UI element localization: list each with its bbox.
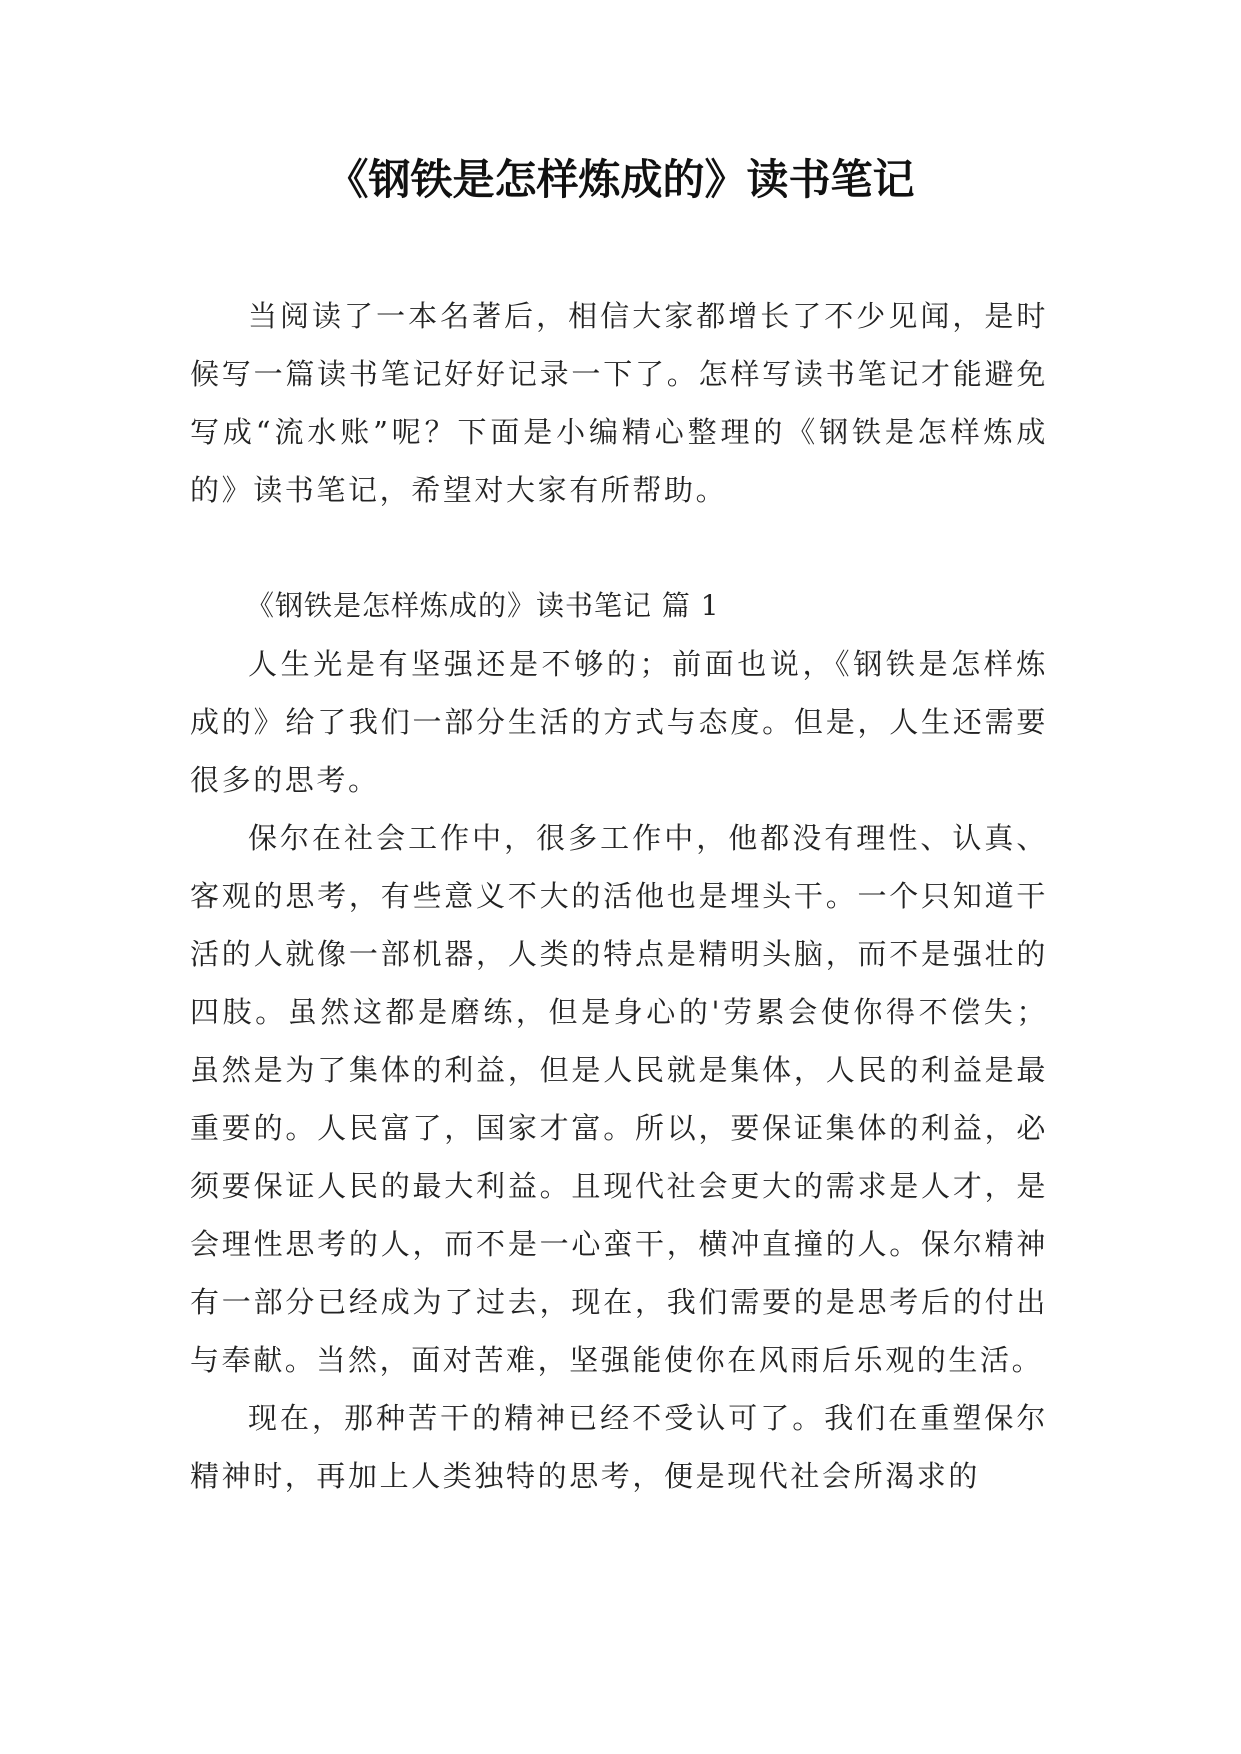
body-paragraph-3: 现在，那种苦干的精神已经不受认可了。我们在重塑保尔精神时，再加上人类独特的思考，便是现代社会所渴求的 <box>190 1401 1048 1493</box>
section-heading: 《钢铁是怎样炼成的》读书笔记 篇 1 <box>246 589 720 622</box>
body-paragraph-2: 保尔在社会工作中，很多工作中，他都没有理性、认真、客观的思考，有些意义不大的活他也是埋头干。一个只知道干活的人就像一部机器，人类的特点是精明头脑，而不是强壮的四肢。虽然这都是磨练，但是身心的'劳累会使你得不偿失；虽然是为了集体的利益，但是人民就是集体，人民的利益是最重要的。人民富了，国家才富。所以，要保证集体的利益，必须要保证人民的最大利益。且现代社会更大的需求是人才，是会理性思考的人，而不是一心蛮干，横冲直撞的人。保尔精神有一部分已经成为了过去，现在，我们需要的是思考后的付出与奉献。当然，面对苦难，坚强能使你在风雨后乐观的生活。 <box>190 821 1048 1377</box>
document-title: 《钢铁是怎样炼成的》读书笔记 <box>326 155 915 204</box>
intro-paragraph: 当阅读了一本名著后，相信大家都增长了不少见闻，是时候写一篇读书笔记好好记录一下了。怎样写读书笔记才能避免写成“流水账”呢？下面是小编精心整理的《钢铁是怎样炼成的》读书笔记，希望对大家有所帮助。 <box>190 299 1048 507</box>
body-paragraph-1: 人生光是有坚强还是不够的；前面也说，《钢铁是怎样炼成的》给了我们一部分生活的方式与态度。但是，人生还需要很多的思考。 <box>190 647 1048 797</box>
document-body <box>190 287 1048 1505</box>
